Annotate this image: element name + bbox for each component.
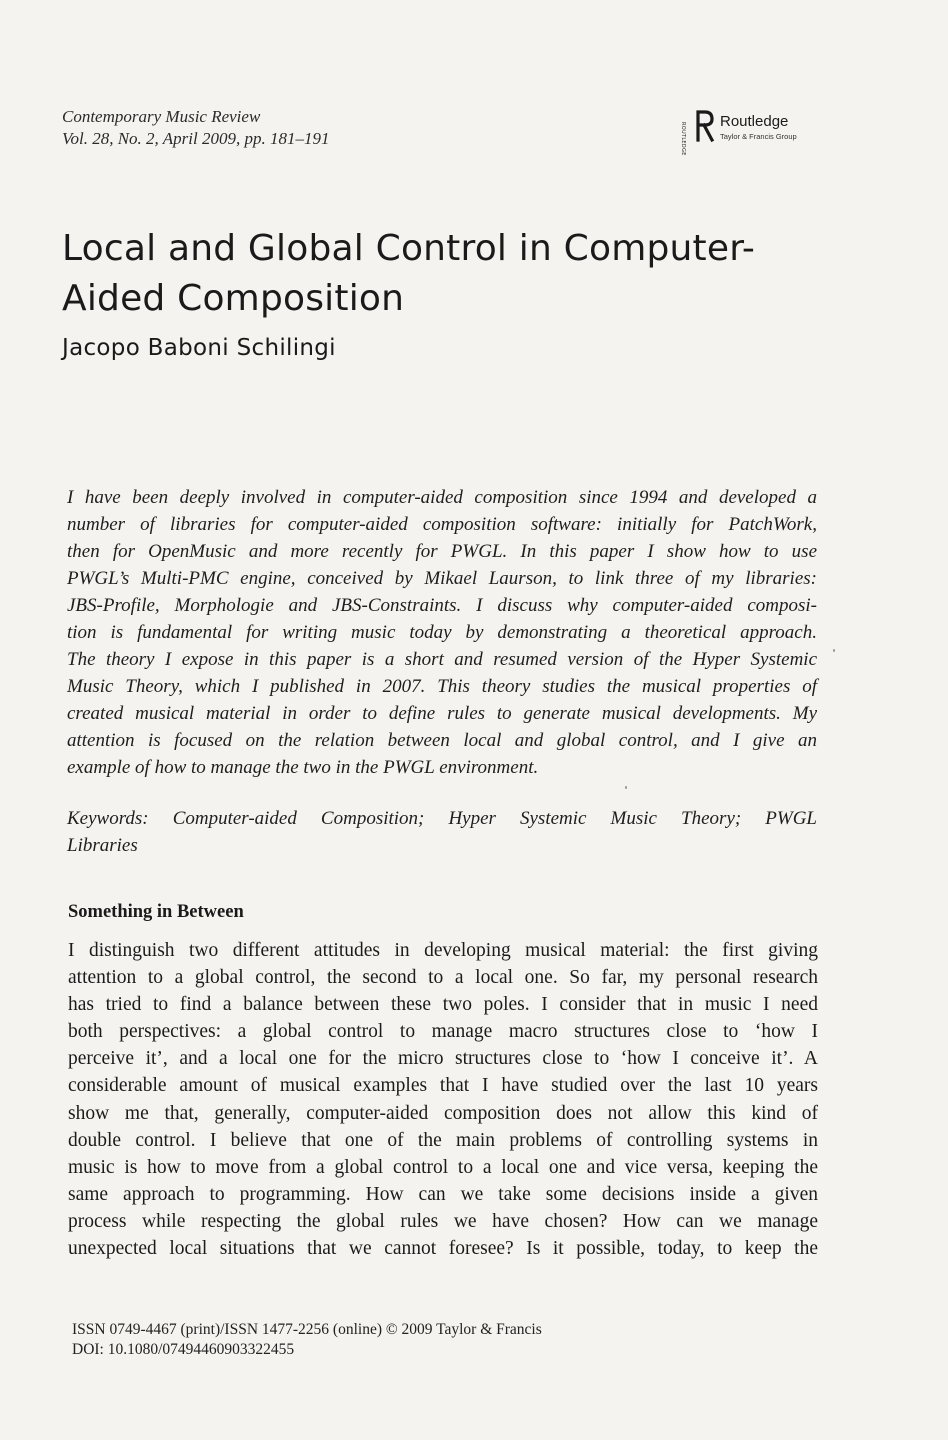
abstract-line: created musical material in order to define rules to generate musical developments. My — [67, 703, 817, 724]
routledge-r-icon — [690, 110, 716, 144]
body-line: process while respecting the global rules we have chosen? How can we manage — [68, 1210, 818, 1232]
section-heading: Something in Between — [68, 902, 244, 922]
publisher-name: Routledge — [720, 113, 789, 130]
publisher-group: Taylor & Francis Group — [720, 132, 797, 141]
footer — [72, 1320, 542, 1360]
body-line: same approach to programming. How can we take some decisions inside a given — [68, 1183, 818, 1205]
body-line: music is how to move from a global control to a local one and vice versa, keeping the — [68, 1156, 818, 1178]
body-line: double control. I believe that one of the main problems of controlling systems in — [68, 1129, 818, 1151]
abstract-line: PWGL’s Multi-PMC engine, conceived by Mikael Laurson, to link three of my libraries: — [67, 568, 817, 589]
journal-issue: Vol. 28, No. 2, April 2009, pp. 181–191 — [62, 129, 330, 148]
abstract-line: I have been deeply involved in computer-aided composition since 1994 and developed a — [67, 487, 817, 508]
scan-speck — [833, 649, 835, 652]
abstract-line: The theory I expose in this paper is a short and resumed version of the Hyper Systemic — [67, 649, 817, 670]
abstract-line: then for OpenMusic and more recently for PWGL. In this paper I show how to use — [67, 541, 817, 562]
abstract-line: JBS-Profile, Morphologie and JBS-Constraints. I discuss why computer-aided composi- — [67, 595, 817, 616]
body-line: I distinguish two different attitudes in developing musical material: the first giving — [68, 940, 818, 961]
body-line: show me that, generally, computer-aided composition does not allow this kind of — [68, 1102, 818, 1124]
publisher-logo — [680, 108, 820, 156]
keywords-line: Libraries — [67, 835, 138, 856]
journal-header — [62, 106, 329, 150]
doi-line: DOI: 10.1080/07494460903322455 — [72, 1341, 295, 1358]
article-title-line: Local and Global Control in Computer- — [62, 228, 756, 269]
abstract-line: example of how to manage the two in the PWGL environment. — [67, 757, 539, 778]
body-line: has tried to find a balance between these two poles. I consider that in music I need — [68, 994, 818, 1016]
publisher-vertical-text: ROUTLEDGE — [680, 122, 686, 156]
abstract-line: tion is fundamental for writing music today by demonstrating a theoretical approach. — [67, 622, 817, 643]
body-line: attention to a global control, the second to a local one. So far, my personal research — [68, 967, 818, 989]
abstract-line: Music Theory, which I published in 2007. This theory studies the musical properties of — [67, 676, 817, 697]
issn-line: ISSN 0749-4467 (print)/ISSN 1477-2256 (online) © 2009 Taylor & Francis — [72, 1321, 542, 1338]
abstract-line: number of libraries for computer-aided composition software: initially for PatchWork, — [67, 514, 817, 535]
scan-speck — [625, 786, 627, 789]
abstract-line: attention is focused on the relation between local and global control, and I give an — [67, 730, 817, 751]
body-text — [68, 937, 818, 1262]
article-title — [62, 224, 842, 324]
article-author: Jacopo Baboni Schilingi — [62, 335, 336, 361]
body-line: considerable amount of musical examples that I have studied over the last 10 years — [68, 1075, 818, 1097]
keywords-line: Keywords: Computer-aided Composition; Hyper Systemic Music Theory; PWGL — [67, 808, 817, 829]
body-line: unexpected local situations that we cannot foresee? Is it possible, today, to keep the — [68, 1238, 818, 1260]
abstract — [67, 484, 817, 781]
article-title-line: Aided Composition — [62, 278, 405, 319]
journal-name: Contemporary Music Review — [62, 107, 261, 126]
body-line: both perspectives: a global control to manage macro structures close to ‘how I — [68, 1021, 818, 1043]
keywords — [67, 805, 817, 859]
body-line: perceive it’, and a local one for the micro structures close to ‘how I conceive it’. A — [68, 1048, 818, 1070]
